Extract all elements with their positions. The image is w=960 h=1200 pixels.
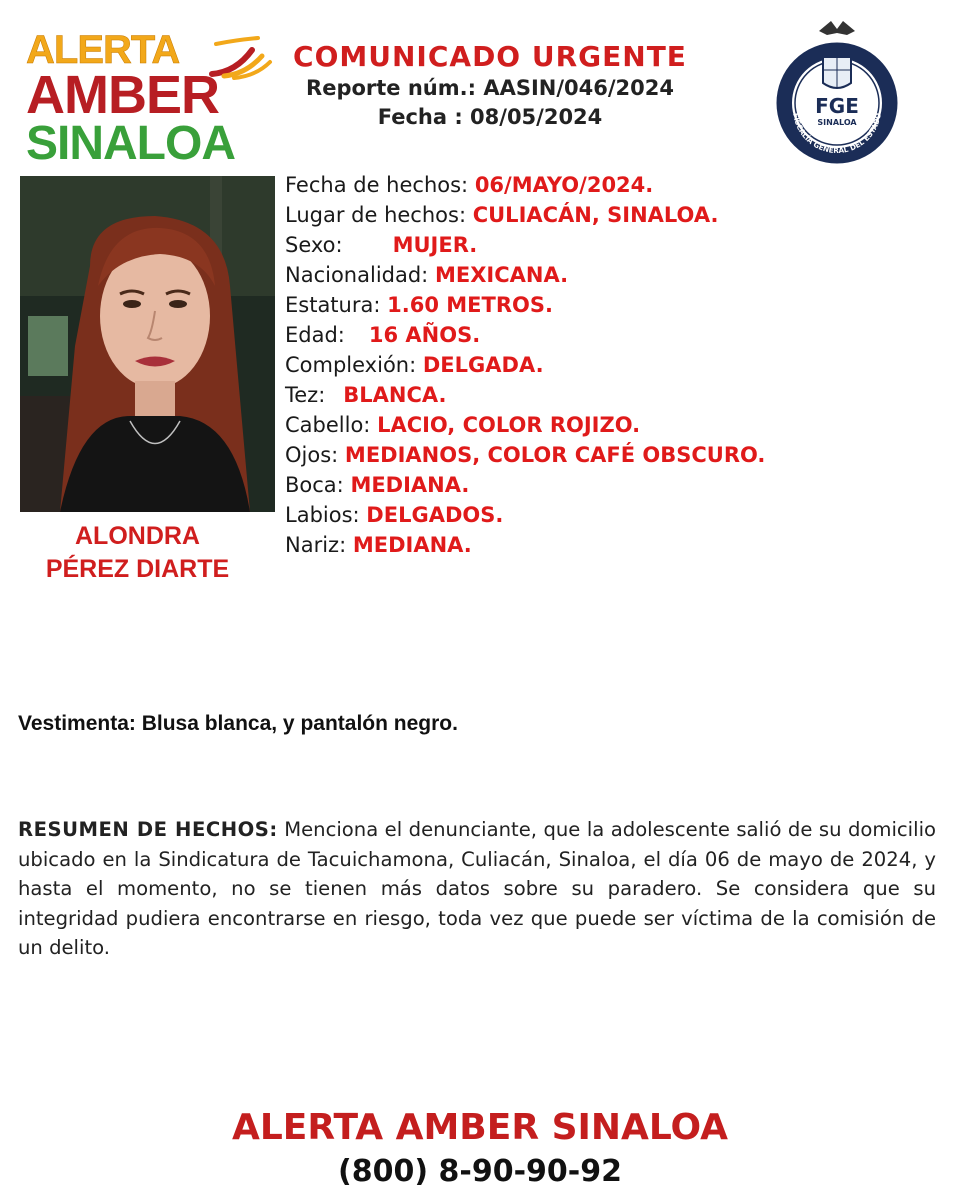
summary-of-facts xyxy=(18,815,936,963)
attr-label: Boca: xyxy=(285,473,344,497)
attr-nacionalidad xyxy=(285,260,935,290)
attr-value: MEDIANOS, COLOR CAFÉ OBSCURO. xyxy=(344,443,766,467)
attr-complexion xyxy=(285,350,935,380)
logo-word-amber: AMBER xyxy=(26,65,219,125)
attr-value: DELGADOS. xyxy=(366,503,504,527)
attr-sexo xyxy=(285,230,935,260)
attr-boca xyxy=(285,470,935,500)
attr-label: Cabello: xyxy=(285,413,371,437)
attr-label: Fecha de hechos: xyxy=(285,173,469,197)
attr-value: BLANCA. xyxy=(343,383,447,407)
attr-cabello xyxy=(285,410,935,440)
signal-waves-icon xyxy=(206,34,276,84)
summary-text: Menciona el denunciante, que la adolescente salió de su domicilio ubicado en la Sindicatura de Tacuichamona, Culiacán, Sinaloa, el día 06 de mayo de 2024, y hasta el momento, no se tienen más datos sobre su paradero. Se considera que su integridad pudiera encontrarse en riesgo, toda vez que puede ser víctima de la comisión de un delito. xyxy=(18,818,936,959)
communique-header xyxy=(270,40,710,132)
attr-label: Sexo: xyxy=(285,233,343,257)
attr-value: LACIO, COLOR ROJIZO. xyxy=(377,413,641,437)
attr-labios xyxy=(285,500,935,530)
summary-heading: RESUMEN DE HECHOS: xyxy=(18,818,278,841)
footer xyxy=(0,1105,960,1193)
logo-word-sinaloa: SINALOA xyxy=(26,117,235,170)
missing-person-photo xyxy=(20,176,275,512)
page-title: COMUNICADO URGENTE xyxy=(293,40,687,73)
report-number: Reporte núm.: AASIN/046/2024 xyxy=(306,76,674,100)
missing-person-name xyxy=(20,520,255,586)
attr-value: DELGADA. xyxy=(422,353,544,377)
attr-label: Labios: xyxy=(285,503,360,527)
attr-value: MEDIANA. xyxy=(350,473,470,497)
attr-value: MUJER. xyxy=(392,233,478,257)
attr-value: CULIACÁN, SINALOA. xyxy=(472,203,719,227)
footer-title: ALERTA AMBER SINALOA xyxy=(231,1107,729,1148)
report-date: Fecha : 08/05/2024 xyxy=(377,105,603,129)
attr-label: Estatura: xyxy=(285,293,381,317)
alerta-amber-logo xyxy=(26,28,266,170)
logo-word-alerta: ALERTA xyxy=(26,28,180,72)
seal-ring-text: FISCALÍA GENERAL DEL ESTADO xyxy=(791,112,883,156)
footer-phone[interactable]: (800) 8-90-90-92 xyxy=(338,1154,622,1189)
fge-seal-logo xyxy=(773,17,901,165)
clothing-description: Vestimenta: Blusa blanca, y pantalón negro. xyxy=(18,712,458,735)
attr-nariz xyxy=(285,530,935,560)
attr-label: Ojos: xyxy=(285,443,339,467)
attr-label: Tez: xyxy=(285,383,326,407)
name-line-1: ALONDRA xyxy=(75,522,200,550)
attr-value: 16 AÑOS. xyxy=(368,323,481,347)
attr-label: Nariz: xyxy=(285,533,347,557)
attr-value: MEXICANA. xyxy=(434,263,569,287)
attr-label: Complexión: xyxy=(285,353,417,377)
attr-lugar-hechos xyxy=(285,200,935,230)
seal-abbr: FGE xyxy=(815,94,859,118)
attr-value: MEDIANA. xyxy=(352,533,472,557)
attr-label: Nacionalidad: xyxy=(285,263,429,287)
attr-estatura xyxy=(285,290,935,320)
description-list xyxy=(285,170,935,560)
seal-state: SINALOA xyxy=(817,118,857,127)
attr-edad xyxy=(285,320,935,350)
attr-label: Lugar de hechos: xyxy=(285,203,467,227)
attr-ojos xyxy=(285,440,935,470)
attr-tez xyxy=(285,380,935,410)
attr-label: Edad: xyxy=(285,323,345,347)
name-line-2: PÉREZ DIARTE xyxy=(45,555,230,583)
attr-value: 06/MAYO/2024. xyxy=(474,173,654,197)
attr-value: 1.60 METROS. xyxy=(387,293,553,317)
attr-fecha-hechos xyxy=(285,170,935,200)
